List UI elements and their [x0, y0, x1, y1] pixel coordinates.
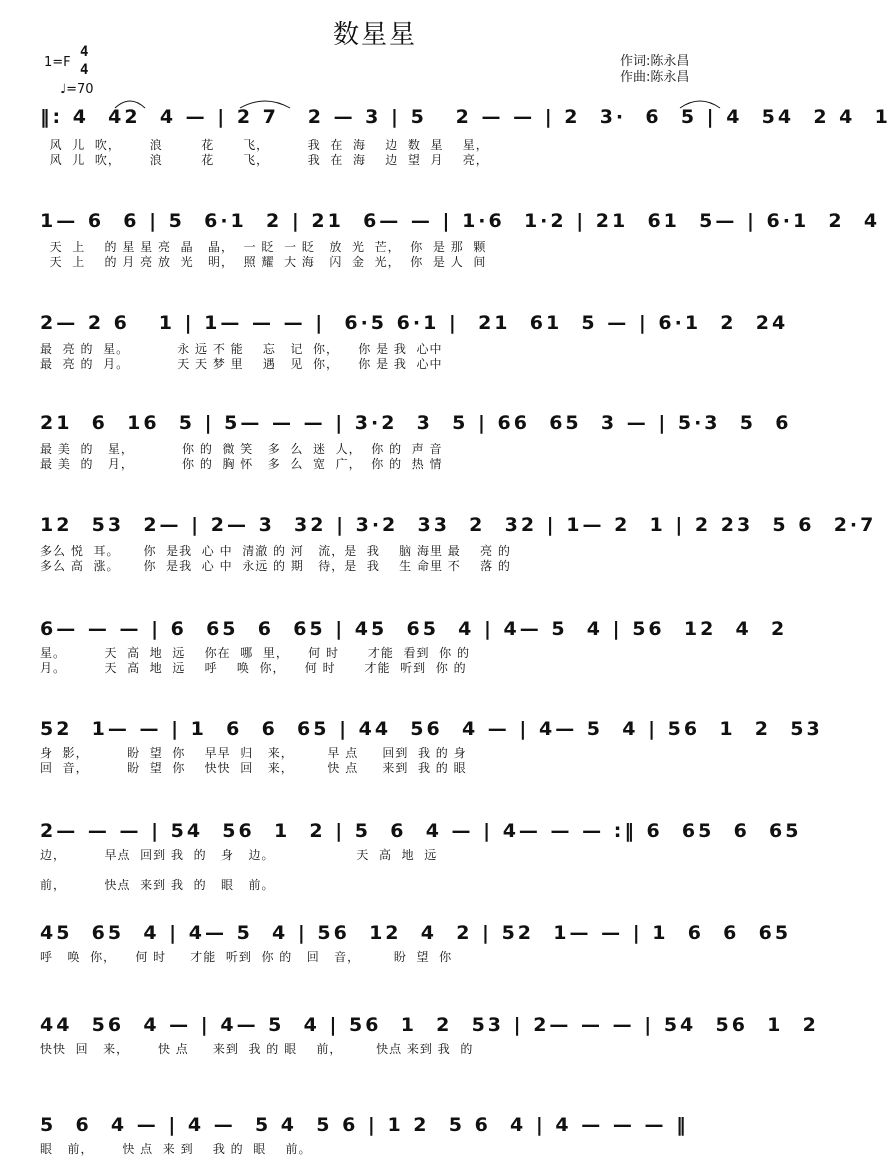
lyrics-verse-2: 回 音， 盼 望 你 快快 回 来， 快 点 来到 我 的 眼 — [40, 761, 467, 775]
lyrics-verse-1: 呼 唤 你， 何 时 才能 听到 你 的 回 音， 盼 望 你 — [40, 950, 453, 964]
lyrics-verse-2: 多么 高 涨。 你 是我 心 中 永远 的 期 待，是 我 生 命里 不 落 的 — [40, 559, 511, 573]
lyrics-verse-1: 最 亮 的 星。 永 远 不 能 忘 记 你， 你 是 我 心中 — [40, 342, 443, 356]
lyrics-verse-2: 天 上 的 月 亮 放 光 明， 照 耀 大 海 闪 金 光， 你 是 人 间 — [40, 255, 487, 269]
notation-line: 45 65 4 | 4— 5 4 | 56 12 4 2 | 52 1— — | 1 6 6 65 — [40, 922, 792, 944]
notation-line: ‖: 4 42 4 — | 2 7 2 — 3 | 5 2 — — | 2 3· 6 5 | 4 54 2 4 1 — [40, 106, 891, 128]
composer-credit: 作曲:陈永昌 — [620, 70, 690, 85]
lyrics-verse-1: 天 上 的 星 星 亮 晶 晶， 一 眨 一 眨 放 光 芒， 你 是 那 颗 — [40, 240, 487, 254]
lyrics-verse-1: 多么 悦 耳。 你 是我 心 中 清澈 的 河 流，是 我 脑 海里 最 亮 的 — [40, 544, 511, 558]
time-signature-top: 4 — [80, 44, 89, 60]
lyrics-verse-1: 身 影， 盼 望 你 早早 归 来， 早 点 回到 我 的 身 — [40, 746, 467, 760]
credits — [620, 54, 689, 86]
song-title: 数星星 — [332, 20, 417, 50]
notation-line: 12 53 2— | 2— 3 32 | 3·2 33 2 32 | 1— 2 1 | 2 23 5 6 2·7 — [40, 514, 877, 536]
notation-line: 21 6 16 5 | 5— — — | 3·2 3 5 | 66 65 3 — | 5·3 5 6 — [40, 412, 792, 434]
lyrics-verse-2: 月。 天 高 地 远 呼 唤 你， 何 时 才能 听到 你 的 — [40, 661, 467, 675]
lyrics-verse-1: 最 美 的 星， 你 的 微 笑 多 么 迷 人， 你 的 声 音 — [40, 442, 443, 456]
key-signature: 1=F — [44, 55, 71, 70]
lyrics-verse-2: 前， 快点 来到 我 的 眼 前。 — [40, 878, 275, 892]
lyrics-verse-1: 眼 前， 快 点 来 到 我 的 眼 前。 — [40, 1142, 312, 1156]
notation-line: 1— 6 6 | 5 6·1 2 | 21 6— — | 1·6 1·2 | 21 61 5— | 6·1 2 4 — [40, 210, 881, 232]
lyrics-verse-2: 最 亮 的 月。 天 天 梦 里 遇 见 你， 你 是 我 心中 — [40, 357, 443, 371]
notation-line: 52 1— — | 1 6 6 65 | 44 56 4 — | 4— 5 4 | 56 1 2 53 — [40, 718, 823, 740]
lyrics-verse-1: 边， 早点 回到 我 的 身 边。 天 高 地 远 — [40, 848, 438, 862]
lyrics-verse-1: 风 儿 吹， 浪 花 飞， 我 在 海 边 数 星 星， — [40, 138, 489, 152]
time-signature-bottom: 4 — [80, 62, 89, 78]
tempo-marking: ♩=70 — [60, 82, 94, 97]
lyrics-verse-1: 快快 回 来， 快 点 来到 我 的 眼 前， 快点 来到 我 的 — [40, 1042, 474, 1056]
notation-line: 5 6 4 — | 4 — 5 4 5 6 | 1 2 5 6 4 | 4 — — — ‖ — [40, 1114, 689, 1136]
lyricist-credit: 作词:陈永昌 — [620, 54, 690, 69]
lyrics-verse-2: 风 儿 吹， 浪 花 飞， 我 在 海 边 望 月 亮， — [40, 153, 489, 167]
notation-line: 2— 2 6 1 | 1— — — | 6·5 6·1 | 21 61 5 — | 6·1 2 24 — [40, 312, 789, 334]
notation-line: 2— — — | 54 56 1 2 | 5 6 4 — | 4— — — :‖ 6 65 6 65 — [40, 820, 802, 842]
lyrics-verse-1: 星。 天 高 地 远 你在 哪 里， 何 时 才能 看到 你 的 — [40, 646, 470, 660]
lyrics-verse-2: 最 美 的 月， 你 的 胸 怀 多 么 宽 广， 你 的 热 情 — [40, 457, 443, 471]
notation-line: 44 56 4 — | 4— 5 4 | 56 1 2 53 | 2— — — | 54 56 1 2 — [40, 1014, 819, 1036]
notation-line: 6— — — | 6 65 6 65 | 45 65 4 | 4— 5 4 | 56 12 4 2 — [40, 618, 788, 640]
